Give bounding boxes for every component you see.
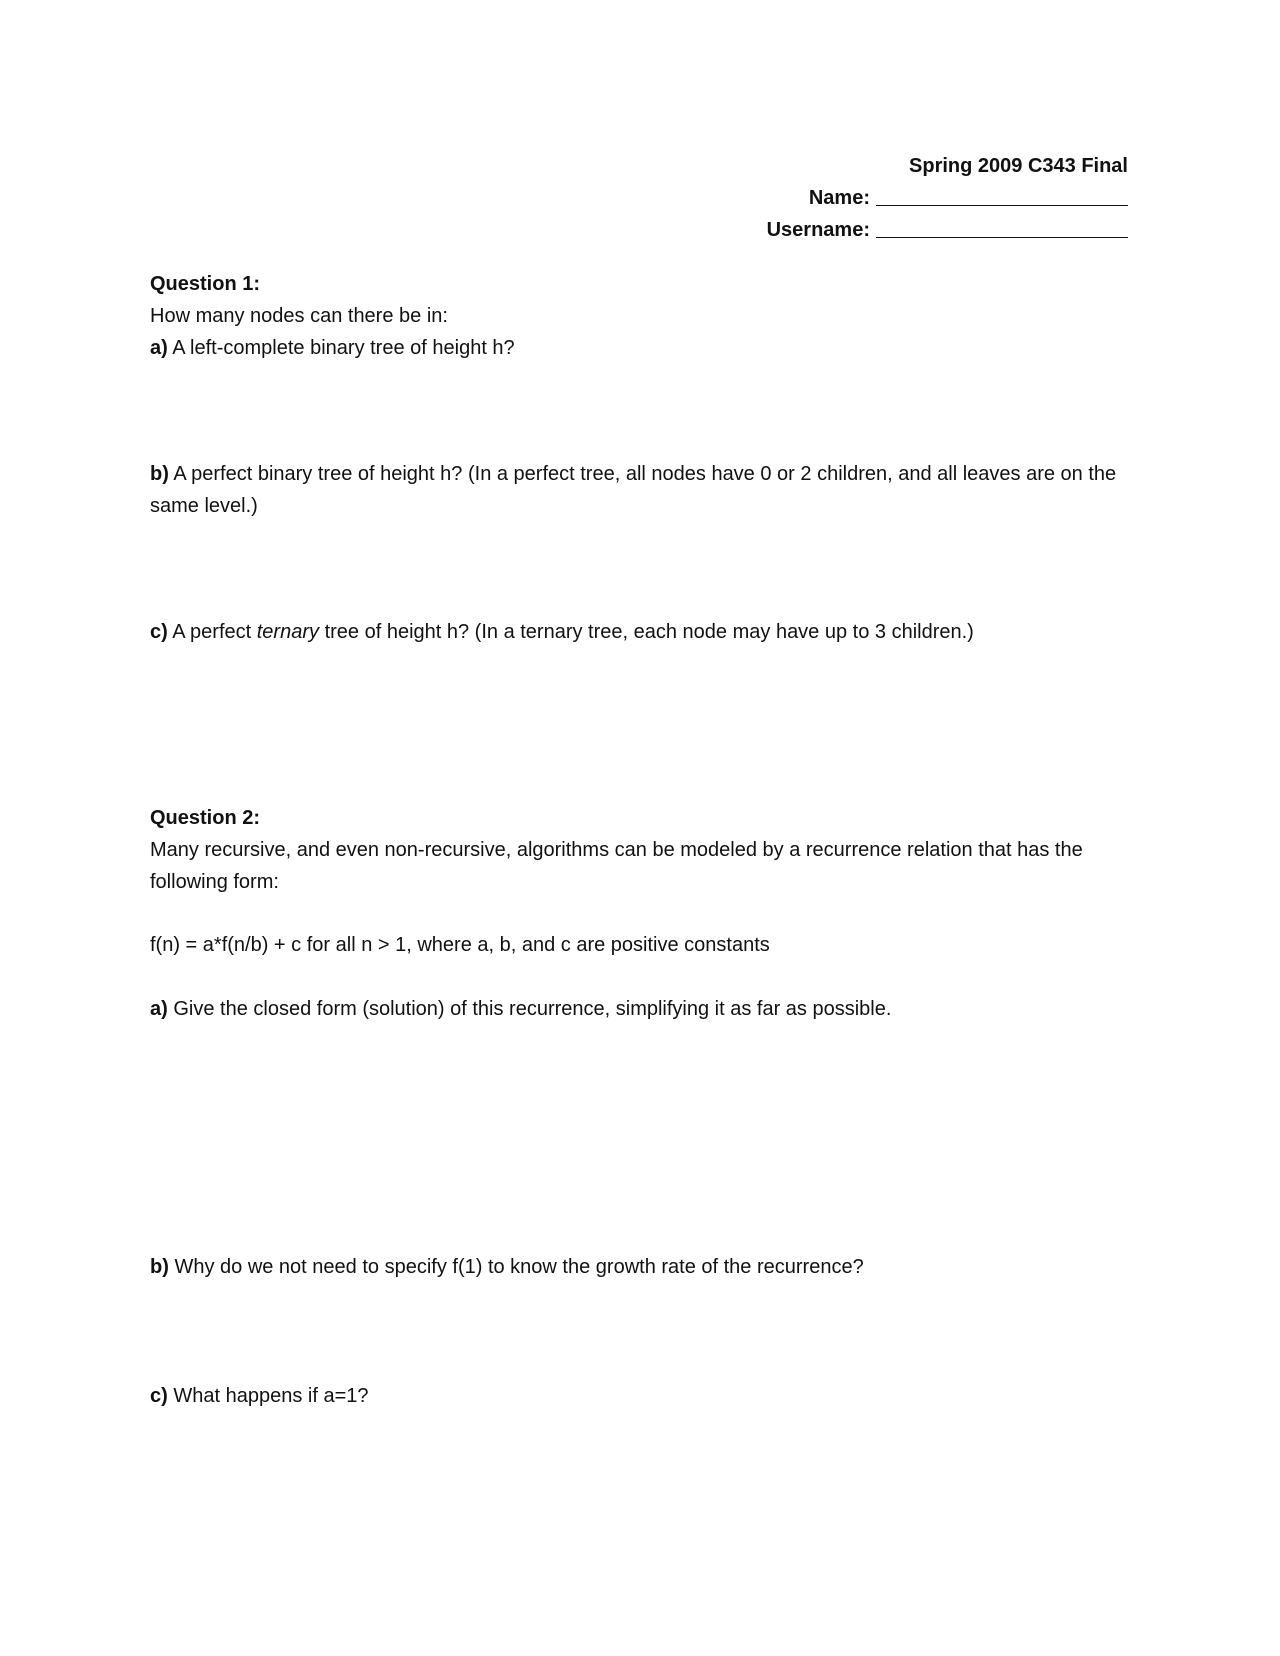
question-2a-label: a)	[150, 998, 168, 1020]
name-label: Name:	[808, 187, 870, 209]
question-2-heading: Question 2:	[150, 807, 261, 829]
name-blank-line	[876, 183, 1128, 206]
question-2-formula	[150, 929, 1130, 961]
question-2b-text: Why do we not need to specify f(1) to know the growth rate of the recurrence?	[174, 1256, 864, 1278]
exam-title: Spring 2009 C343 Final	[909, 155, 1128, 177]
recurrence-formula: f(n) = a*f(n/b) + c for all n > 1, where a, b, and c are positive constants	[150, 934, 770, 956]
username-label: Username:	[766, 219, 870, 241]
question-2	[150, 802, 1130, 898]
question-2c-text: What happens if a=1?	[173, 1385, 369, 1407]
question-2a-text: Give the closed form (solution) of this recurrence, simplifying it as far as possible.	[173, 998, 892, 1020]
question-1b	[150, 458, 1130, 522]
question-1	[150, 268, 1130, 364]
question-1c-label: c)	[150, 621, 168, 643]
question-1a	[150, 332, 1130, 364]
exam-header	[767, 150, 1128, 246]
question-1b-label: b)	[150, 463, 169, 485]
question-2a	[150, 993, 1130, 1025]
question-1c-text-em: ternary	[256, 621, 319, 643]
question-2b	[150, 1251, 1130, 1283]
question-2c	[150, 1380, 1130, 1412]
question-1c	[150, 616, 1130, 648]
username-blank-line	[876, 215, 1128, 238]
question-2c-label: c)	[150, 1385, 168, 1407]
question-2b-label: b)	[150, 1256, 169, 1278]
question-1a-label: a)	[150, 337, 168, 359]
question-1a-text: A left-complete binary tree of height h?	[172, 337, 515, 359]
question-1c-text-post: tree of height h? (In a ternary tree, each node may have up to 3 children.)	[324, 621, 974, 643]
username-field	[767, 214, 1128, 246]
question-1-heading: Question 1:	[150, 273, 261, 295]
name-field	[767, 182, 1128, 214]
question-1-intro: How many nodes can there be in:	[150, 305, 448, 327]
question-1c-text-pre: A perfect	[172, 621, 252, 643]
question-2-intro: Many recursive, and even non-recursive, algorithms can be modeled by a recurrence relation that has the following form:	[150, 839, 1083, 893]
question-1b-text: A perfect binary tree of height h? (In a perfect tree, all nodes have 0 or 2 children, and all leaves are on the same level.)	[150, 463, 1117, 517]
